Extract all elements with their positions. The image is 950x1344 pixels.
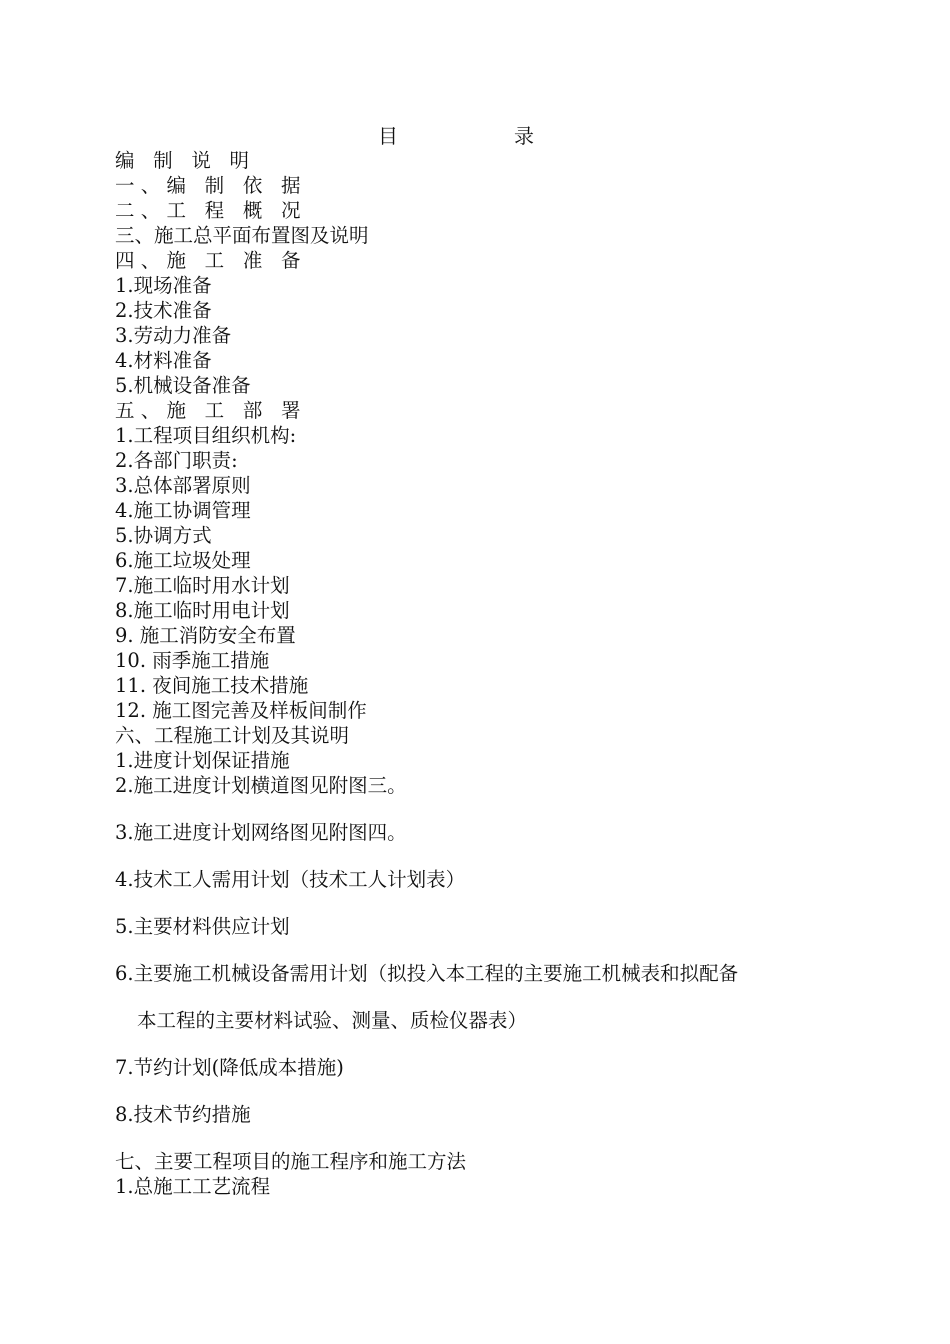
toc-entry: 4.材料准备 (115, 349, 212, 372)
toc-entry: 6.主要施工机械设备需用计划（拟投入本工程的主要施工机械表和拟配备 (115, 962, 739, 985)
toc-entry: 1.进度计划保证措施 (115, 749, 290, 772)
toc-entry: 2.施工进度计划横道图见附图三。 (115, 774, 407, 797)
toc-entry-section-3: 三、施工总平面布置图及说明 (115, 224, 369, 247)
toc-entry: 7.施工临时用水计划 (115, 574, 290, 597)
toc-entry: 3.施工进度计划网络图见附图四。 (115, 821, 407, 844)
toc-entry: 6.施工垃圾处理 (115, 549, 251, 572)
toc-entry: 1.现场准备 (115, 274, 212, 297)
toc-entry: 1.工程项目组织机构: (115, 424, 297, 447)
toc-entry-preface: 编 制 说 明 (115, 149, 256, 172)
toc-entry-continuation: 本工程的主要材料试验、测量、质检仪器表） (137, 1009, 528, 1032)
toc-entry-section-6: 六、工程施工计划及其说明 (115, 724, 350, 747)
toc-entry: 4.技术工人需用计划（技术工人计划表） (115, 868, 466, 891)
page-title: 目 录 (378, 124, 582, 148)
toc-entry: 5.协调方式 (115, 524, 212, 547)
toc-entry: 1.总施工工艺流程 (115, 1175, 271, 1198)
toc-entry: 10. 雨季施工措施 (115, 649, 270, 672)
toc-entry: 8.技术节约措施 (115, 1103, 251, 1126)
toc-entry-section-4: 四、施 工 准 备 (115, 249, 307, 272)
toc-entry-section-2: 二、工 程 概 况 (115, 199, 307, 222)
toc-entry: 5.主要材料供应计划 (115, 915, 290, 938)
toc-entry: 12. 施工图完善及样板间制作 (115, 699, 367, 722)
toc-entry: 8.施工临时用电计划 (115, 599, 290, 622)
toc-entry: 4.施工协调管理 (115, 499, 251, 522)
toc-entry-section-7: 七、主要工程项目的施工程序和施工方法 (115, 1150, 467, 1173)
toc-entry-section-1: 一、编 制 依 据 (115, 174, 307, 197)
toc-entry: 2.各部门职责: (115, 449, 238, 472)
toc-entry: 3.劳动力准备 (115, 324, 232, 347)
toc-entry: 9. 施工消防安全布置 (115, 624, 296, 647)
toc-entry-section-5: 五、施 工 部 署 (115, 399, 307, 422)
table-of-contents (115, 148, 915, 1199)
toc-entry: 2.技术准备 (115, 299, 212, 322)
toc-entry: 3.总体部署原则 (115, 474, 251, 497)
toc-entry: 11. 夜间施工技术措施 (115, 674, 309, 697)
toc-entry: 7.节约计划(降低成本措施) (115, 1056, 344, 1079)
toc-entry: 5.机械设备准备 (115, 374, 251, 397)
